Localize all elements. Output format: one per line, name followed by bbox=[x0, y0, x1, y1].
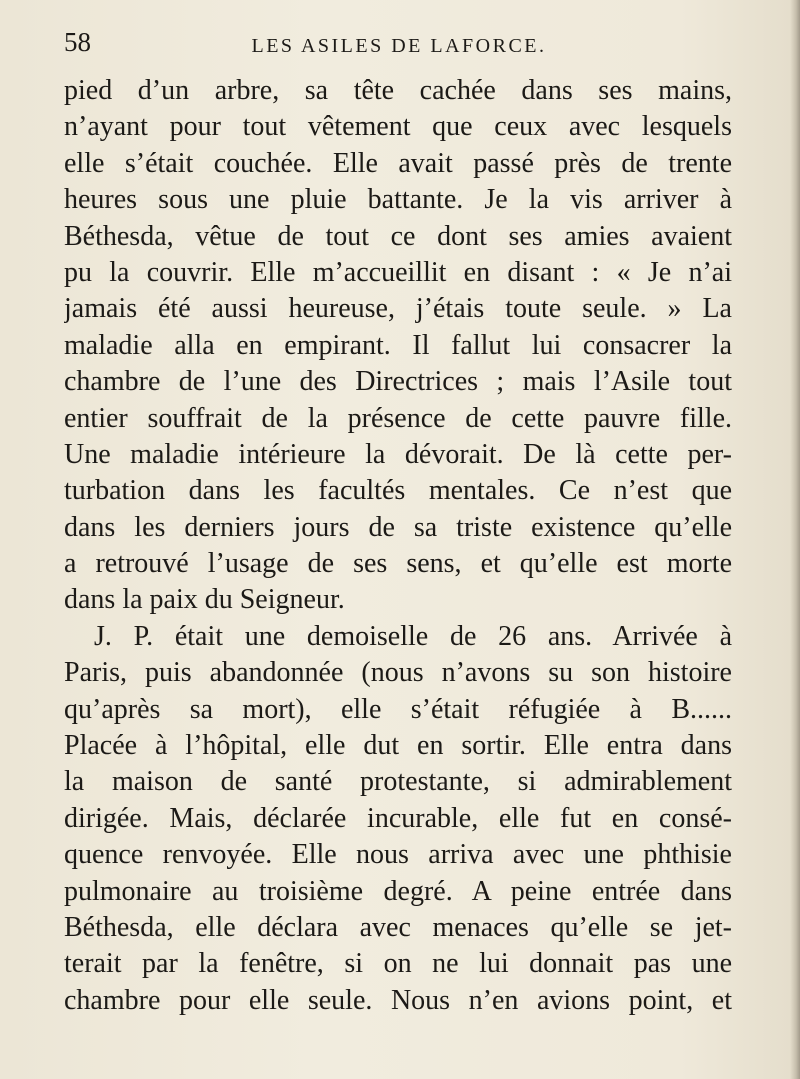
text-line: qu’après sa mort), elle s’était réfugiée à B...... bbox=[64, 693, 732, 725]
paragraph-1 bbox=[64, 73, 732, 619]
text-line: turbation dans les facultés mentales. Ce n’est que bbox=[64, 475, 732, 507]
text-line: a retrouvé l’usage de ses sens, et qu’elle est morte bbox=[64, 548, 732, 580]
text-line: pulmonaire au troisième degré. A peine entrée dans bbox=[64, 875, 732, 907]
page-number: 58 bbox=[64, 27, 91, 57]
text-line: chambre de l’une des Directrices ; mais l’Asile tout bbox=[64, 366, 732, 398]
text-line: Paris, puis abandonnée (nous n’avons su son histoire bbox=[64, 657, 732, 689]
text-line: Béthesda, elle déclara avec menaces qu’elle se jet- bbox=[64, 911, 732, 943]
text-line: Béthesda, vêtue de tout ce dont ses amies avaient bbox=[64, 220, 732, 252]
text-line: Placée à l’hôpital, elle dut en sortir. Elle entra dans bbox=[64, 730, 732, 762]
text-line: terait par la fenêtre, si on ne lui donnait pas une bbox=[64, 948, 732, 980]
text-line: n’ayant pour tout vêtement que ceux avec lesquels bbox=[64, 111, 732, 143]
paragraph-2 bbox=[64, 619, 732, 1019]
text-line: dans les derniers jours de sa triste existence qu’elle bbox=[64, 511, 732, 543]
text-line: jamais été aussi heureuse, j’étais toute seule. » La bbox=[64, 293, 732, 325]
body-text bbox=[64, 73, 732, 1019]
text-line: dirigée. Mais, déclarée incurable, elle fut en consé- bbox=[64, 802, 732, 834]
text-line: heures sous une pluie battante. Je la vis arriver à bbox=[64, 184, 732, 216]
text-line: maladie alla en empirant. Il fallut lui consacrer la bbox=[64, 329, 732, 361]
text-line: entier souffrait de la présence de cette pauvre fille. bbox=[64, 402, 732, 434]
text-line: la maison de santé protestante, si admirablement bbox=[64, 766, 732, 798]
text-line: elle s’était couchée. Elle avait passé près de trente bbox=[64, 147, 732, 179]
page-edge-shadow bbox=[790, 0, 800, 1079]
text-line: pied d’un arbre, sa tête cachée dans ses mains, bbox=[64, 75, 732, 106]
text-line: J. P. était une demoiselle de 26 ans. Arrivée à bbox=[94, 620, 732, 652]
text-line: dans la paix du Seigneur. bbox=[64, 584, 345, 616]
text-line: pu la couvrir. Elle m’accueillit en disant : « Je n’ai bbox=[64, 256, 732, 288]
running-title: LES ASILES DE LAFORCE. bbox=[251, 35, 547, 57]
text-line: quence renvoyée. Elle nous arriva avec une phthisie bbox=[64, 839, 732, 871]
page-header bbox=[64, 22, 734, 62]
text-line: chambre pour elle seule. Nous n’en avions point, et bbox=[64, 984, 732, 1016]
text-line: Une maladie intérieure la dévorait. De là cette per- bbox=[64, 438, 732, 470]
